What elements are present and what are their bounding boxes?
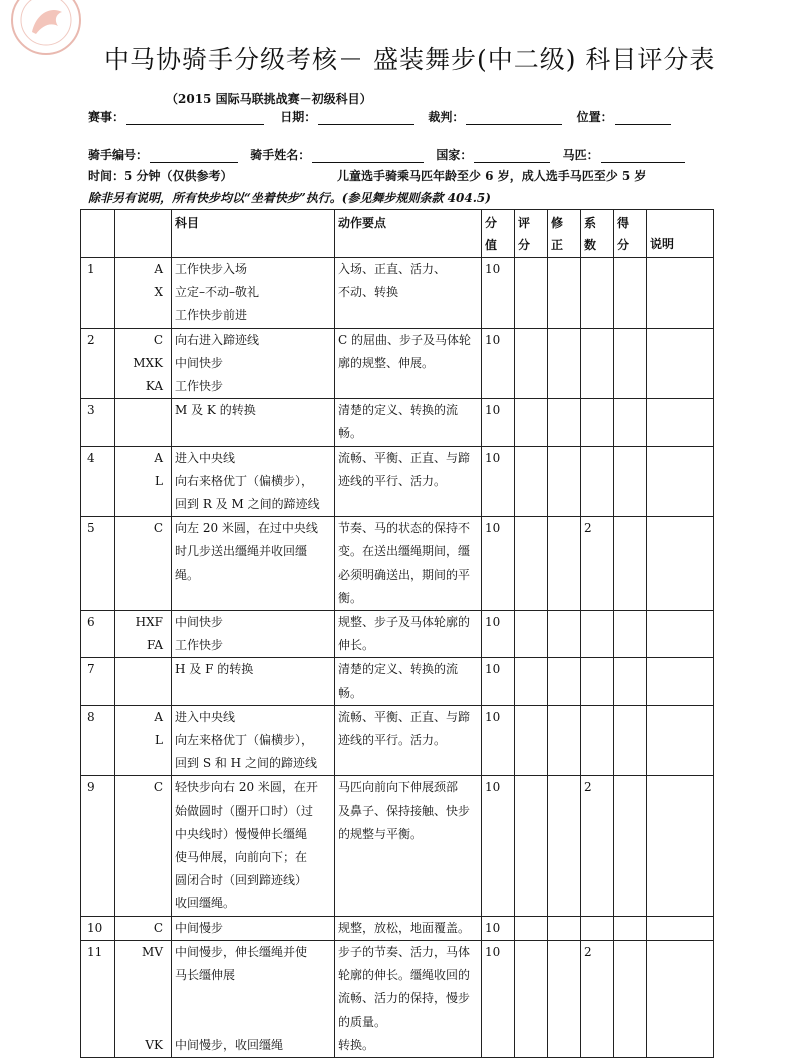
result-cell[interactable] (614, 658, 647, 705)
result-cell[interactable] (614, 328, 647, 399)
horse-label: 马匹： (562, 148, 599, 162)
cell-line: 中间慢步，收回缰绳 (175, 1037, 284, 1052)
cell-line: HXF (135, 615, 163, 630)
country-field[interactable] (474, 150, 550, 163)
coefficient (581, 258, 614, 329)
key-points (335, 776, 482, 916)
cell-line: 清楚的定义、转换的流 (338, 403, 459, 418)
score-cell[interactable] (515, 399, 548, 446)
cell-line: 廓的规整、伸展。 (338, 355, 435, 370)
association-logo (6, 0, 86, 56)
cell-line: 工作快步 (175, 379, 224, 394)
table-row (81, 446, 714, 517)
movement-item (172, 399, 335, 446)
cell-line (118, 658, 163, 681)
table-row (81, 517, 714, 611)
table-row (81, 776, 714, 916)
remark-cell[interactable] (647, 705, 714, 776)
cell-line: A (154, 450, 163, 465)
key-points (335, 399, 482, 446)
movement-letters (115, 611, 172, 658)
cell-line: 步子的节奏、活力，马体 (338, 944, 471, 959)
col-result: 得 分 (614, 210, 647, 258)
time-text: 时间：5 分钟（仅供参考） (88, 169, 233, 183)
cell-line (175, 1011, 331, 1034)
cell-line: H 及 F 的转换 (175, 662, 254, 677)
correction-cell[interactable] (548, 328, 581, 399)
cell-line: 立定–不动–敬礼 (175, 285, 260, 300)
key-points (335, 446, 482, 517)
row-number: 9 (81, 776, 115, 916)
table-row (81, 399, 714, 446)
coefficient (581, 705, 614, 776)
header-row (81, 210, 714, 258)
key-points (335, 258, 482, 329)
cell-line (118, 987, 163, 1010)
coefficient (581, 399, 614, 446)
cell-line: 流畅、平衡、正直、与蹄 (338, 450, 471, 465)
movement-letters (115, 916, 172, 940)
table-row (81, 258, 714, 329)
cell-line: 中间快步 (175, 615, 224, 630)
result-cell[interactable] (614, 705, 647, 776)
movement-letters (115, 940, 172, 1057)
cell-line (118, 752, 163, 775)
movement-item (172, 658, 335, 705)
score-cell[interactable] (515, 658, 548, 705)
cell-line: 圆闭合时（回到蹄迹线） (175, 873, 308, 888)
cell-line: 进入中央线 (175, 450, 236, 465)
cell-line: 的质量。 (338, 1014, 387, 1029)
result-cell[interactable] (614, 940, 647, 1057)
table-row (81, 940, 714, 1057)
key-points (335, 517, 482, 611)
cell-line (118, 493, 163, 516)
cell-line: MXK (133, 355, 163, 370)
max-score: 10 (482, 705, 515, 776)
cell-line: 使马伸展，向前向下；在 (175, 850, 308, 865)
judge-label: 裁判： (428, 110, 465, 124)
movement-item (172, 258, 335, 329)
coefficient (581, 328, 614, 399)
movement-item (172, 916, 335, 940)
date-label: 日期： (280, 110, 317, 124)
judge-field[interactable] (466, 112, 562, 125)
table-row (81, 916, 714, 940)
row-number: 2 (81, 328, 115, 399)
row-number: 3 (81, 399, 115, 446)
movement-item (172, 446, 335, 517)
date-field[interactable] (318, 112, 414, 125)
cell-line: L (155, 733, 163, 748)
cell-line: C 的屈曲、步子及马体轮 (338, 332, 471, 347)
key-points (335, 328, 482, 399)
remark-cell[interactable] (647, 446, 714, 517)
cell-line: 必须明确送出，期间的平 (338, 567, 471, 582)
score-cell[interactable] (515, 705, 548, 776)
result-cell[interactable] (614, 399, 647, 446)
key-points (335, 940, 482, 1057)
score-cell[interactable] (515, 258, 548, 329)
cell-line: 中间慢步 (175, 920, 224, 935)
coefficient: 2 (581, 517, 614, 611)
key-points (335, 611, 482, 658)
cell-line (118, 964, 163, 987)
movement-item (172, 705, 335, 776)
result-cell[interactable] (614, 258, 647, 329)
movement-letters (115, 658, 172, 705)
cell-line: 中间快步 (175, 355, 224, 370)
movement-item (172, 517, 335, 611)
event-row (88, 108, 671, 125)
score-cell[interactable] (515, 446, 548, 517)
table-row (81, 705, 714, 776)
trot-note: 除非另有说明，所有快步均以“坐着快步”执行。(参见舞步规则条款 404.5) (88, 191, 491, 205)
remark-cell[interactable] (647, 776, 714, 916)
cell-line: 时几步送出缰绳并收回缰 (175, 544, 308, 559)
col-max: 分 值 (482, 210, 515, 258)
col-code (115, 210, 172, 258)
cell-line: 迹线的平行。活力。 (338, 733, 447, 748)
max-score: 10 (482, 517, 515, 611)
row-number: 7 (81, 658, 115, 705)
coefficient: 2 (581, 776, 614, 916)
cell-line: 畅。 (338, 426, 363, 441)
cell-line: M 及 K 的转换 (175, 403, 256, 418)
col-coef: 系 数 (581, 210, 614, 258)
cell-line: C (153, 332, 163, 347)
movement-item (172, 611, 335, 658)
coefficient (581, 658, 614, 705)
row-number: 11 (81, 940, 115, 1057)
cell-line (118, 1011, 163, 1034)
event-label: 赛事： (88, 110, 125, 124)
remark-cell[interactable] (647, 328, 714, 399)
cell-line: 伸长。 (338, 638, 375, 653)
rider-row (88, 146, 685, 163)
correction-cell[interactable] (548, 776, 581, 916)
cell-line: 节奏、马的状态的保持不 (338, 521, 471, 536)
result-cell[interactable] (614, 611, 647, 658)
cell-line: KA (145, 379, 163, 394)
remark-cell[interactable] (647, 399, 714, 446)
cell-line: 向左来格优丁（偏横步）， (175, 733, 314, 748)
correction-cell[interactable] (548, 940, 581, 1057)
max-score: 10 (482, 258, 515, 329)
cell-line: 及鼻子、保持接触、快步 (338, 803, 471, 818)
rider-name-label: 骑手姓名： (250, 148, 311, 162)
page-title: 中马协骑手分级考核－ 盛装舞步(中二级) 科目评分表 (104, 45, 716, 74)
remark-cell[interactable] (647, 258, 714, 329)
cell-line: 规整、步子及马体轮廓的 (338, 615, 471, 630)
page-subtitle: （2015 国际马联挑战赛－初级科目） (166, 92, 372, 106)
coefficient (581, 611, 614, 658)
movement-letters (115, 446, 172, 517)
cell-line: FA (147, 638, 163, 653)
table-row (81, 328, 714, 399)
result-cell[interactable] (614, 916, 647, 940)
movement-letters (115, 517, 172, 611)
remark-cell[interactable] (647, 611, 714, 658)
remark-cell[interactable] (647, 940, 714, 1057)
cell-line: 流畅、平衡、正直、与蹄 (338, 709, 471, 724)
age-requirement: 儿童选手骑乘马匹年龄至少 6 岁，成人选手马匹至少 5 岁 (337, 169, 647, 183)
cell-line: 回到 R 及 M 之间的蹄迹线 (175, 497, 320, 512)
correction-cell[interactable] (548, 258, 581, 329)
country-label: 国家： (436, 148, 473, 162)
row-number: 4 (81, 446, 115, 517)
score-cell[interactable] (515, 328, 548, 399)
rider-no-field[interactable] (150, 150, 238, 163)
score-cell[interactable] (515, 916, 548, 940)
cell-line: 工作快步 (175, 638, 224, 653)
col-key: 动作要点 (335, 210, 482, 258)
cell-line: 马匹向前向下伸展颈部 (338, 780, 459, 795)
cell-line: 转换。 (338, 1037, 375, 1052)
col-remark: 说明 (647, 210, 714, 258)
cell-line: 不动、转换 (338, 285, 399, 300)
max-score: 10 (482, 328, 515, 399)
cell-line: C (153, 521, 163, 536)
correction-cell[interactable] (548, 446, 581, 517)
cell-line: 工作快步前进 (175, 308, 248, 323)
max-score: 10 (482, 940, 515, 1057)
score-cell[interactable] (515, 611, 548, 658)
cell-line: C (153, 920, 163, 935)
position-field[interactable] (615, 112, 671, 125)
correction-cell[interactable] (548, 705, 581, 776)
cell-line (118, 399, 163, 422)
col-item: 科目 (172, 210, 335, 258)
movement-item (172, 776, 335, 916)
movement-letters (115, 258, 172, 329)
cell-line: 向右来格优丁（偏横步）， (175, 473, 314, 488)
result-cell[interactable] (614, 776, 647, 916)
movement-item (172, 328, 335, 399)
movement-letters (115, 328, 172, 399)
cell-line: 流畅、活力的保持，慢步 (338, 991, 471, 1006)
score-cell[interactable] (515, 940, 548, 1057)
row-number: 6 (81, 611, 115, 658)
cell-line: 畅。 (338, 685, 363, 700)
cell-line: VK (145, 1037, 163, 1052)
cell-line: 工作快步入场 (175, 262, 248, 276)
rider-name-field[interactable] (312, 150, 424, 163)
cell-line: 轮廓的伸长。缰绳收回的 (338, 968, 471, 983)
remark-cell[interactable] (647, 916, 714, 940)
cell-line: 中央线时）慢慢伸长缰绳 (175, 826, 308, 841)
key-points (335, 658, 482, 705)
correction-cell[interactable] (548, 399, 581, 446)
key-points (335, 705, 482, 776)
cell-line (175, 987, 331, 1010)
row-number: 5 (81, 517, 115, 611)
table-row (81, 611, 714, 658)
correction-cell[interactable] (548, 916, 581, 940)
cell-line: MV (142, 944, 163, 959)
position-label: 位置： (576, 110, 613, 124)
cell-line: 向右进入蹄迹线 (175, 332, 260, 347)
movement-letters (115, 399, 172, 446)
remark-cell[interactable] (647, 517, 714, 611)
cell-line: 轻快步向右 20 米圆，在开 (175, 780, 318, 795)
score-table (80, 209, 714, 1058)
row-number: 1 (81, 258, 115, 329)
cell-line: 清楚的定义、转换的流 (338, 662, 459, 677)
cell-line: 衡。 (338, 590, 363, 605)
cell-line: C (153, 780, 163, 795)
cell-line: 向左 20 米圆，在过中央线 (175, 521, 318, 536)
max-score: 10 (482, 611, 515, 658)
row-number: 8 (81, 705, 115, 776)
cell-line: 变。在送出缰绳期间，缰 (338, 544, 471, 559)
key-points (335, 916, 482, 940)
cell-line: 马长缰伸展 (175, 968, 236, 983)
score-cell[interactable] (515, 517, 548, 611)
movement-item (172, 940, 335, 1057)
cell-line: 回到 S 和 H 之间的蹄迹线 (175, 756, 317, 771)
table-row (81, 658, 714, 705)
cell-line: 绳。 (175, 567, 200, 582)
cell-line: L (155, 473, 163, 488)
max-score: 10 (482, 658, 515, 705)
cell-line (118, 304, 163, 327)
col-score: 评 分 (515, 210, 548, 258)
cell-line: A (154, 262, 163, 276)
cell-line: 进入中央线 (175, 709, 236, 724)
rider-no-label: 骑手编号： (88, 148, 149, 162)
cell-line: 迹线的平行、活力。 (338, 473, 447, 488)
result-cell[interactable] (614, 446, 647, 517)
max-score: 10 (482, 916, 515, 940)
col-no (81, 210, 115, 258)
max-score: 10 (482, 399, 515, 446)
col-correction: 修 正 (548, 210, 581, 258)
coefficient (581, 446, 614, 517)
max-score: 10 (482, 776, 515, 916)
result-cell[interactable] (614, 517, 647, 611)
max-score: 10 (482, 446, 515, 517)
coefficient (581, 916, 614, 940)
cell-line: 收回缰绳。 (175, 896, 236, 911)
correction-cell[interactable] (548, 517, 581, 611)
cell-line: 中间慢步，伸长缰绳并使 (175, 944, 308, 959)
remark-cell[interactable] (647, 658, 714, 705)
cell-line: 入场、正直、活力、 (338, 262, 447, 276)
correction-cell[interactable] (548, 611, 581, 658)
movement-letters (115, 705, 172, 776)
event-field[interactable] (126, 112, 264, 125)
cell-line: 的规整与平衡。 (338, 826, 423, 841)
score-cell[interactable] (515, 776, 548, 916)
coefficient: 2 (581, 940, 614, 1057)
movement-letters (115, 776, 172, 916)
correction-cell[interactable] (548, 658, 581, 705)
cell-line: 规整，放松，地面覆盖。 (338, 920, 471, 935)
cell-line: 始做圆时（圈开口时）（过 (175, 803, 314, 818)
cell-line: X (154, 285, 163, 300)
row-number: 10 (81, 916, 115, 940)
horse-field[interactable] (601, 150, 685, 163)
cell-line: A (154, 709, 163, 724)
